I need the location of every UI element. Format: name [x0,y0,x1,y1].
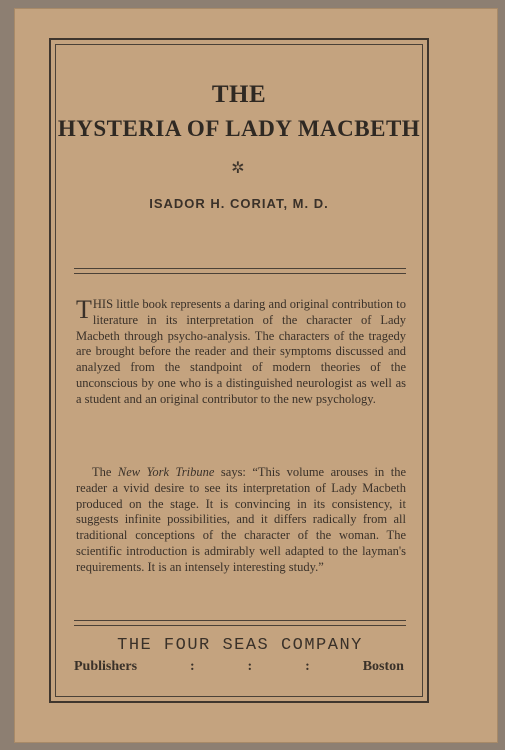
description-paragraph [76,297,406,408]
divider-rule-bottom-1 [74,620,406,621]
publisher-city: Boston [362,659,404,674]
divider-rule-top-1 [74,268,406,269]
divider-rule-bottom-2 [74,625,406,626]
publisher-name: THE FOUR SEAS COMPANY [117,636,363,655]
publisher-info-row [74,659,404,675]
divider-rule-top-2 [74,273,406,274]
separator-colon-1: : [189,659,195,674]
separator-colon-2: : [247,659,253,674]
review-text: says: “This volume arouses in the reader a vivid desire to see its interpretation of Lady Macbeth produced on the stage. It is convincing in its consistency, it suggests infinite possibilities, and it differs radically from all traditional conceptions of the character of the woman. The scientific introduction is admirably well adapted to the layman's requirements. It is an intensely interesting study.” [76,465,406,574]
title-line-1: THE [211,81,267,108]
title-line-2: HYSTERIA OF LADY MACBETH [57,116,421,141]
author-name: ISADOR H. CORIAT, M. D. [149,196,329,211]
publisher-label: Publishers [74,659,138,674]
drop-cap: T [76,295,92,324]
description-text: HIS little book represents a daring and original contribution to literature in its interpretation of the character of Lady Macbeth through psycho-analysis. The characters of the tragedy are brought before the reader and their symptoms discussed and analyzed from the standpoint of modern theories of the unconscious by one who is a distinguished neurologist as well as a student and an original contributor to the new psychology. [76,297,406,406]
separator-colon-3: : [305,659,310,674]
ornament-icon: ✲ [231,158,245,177]
review-prefix: The [92,465,118,479]
review-source: New York Tribune [117,465,215,479]
review-quote-paragraph [76,465,406,576]
